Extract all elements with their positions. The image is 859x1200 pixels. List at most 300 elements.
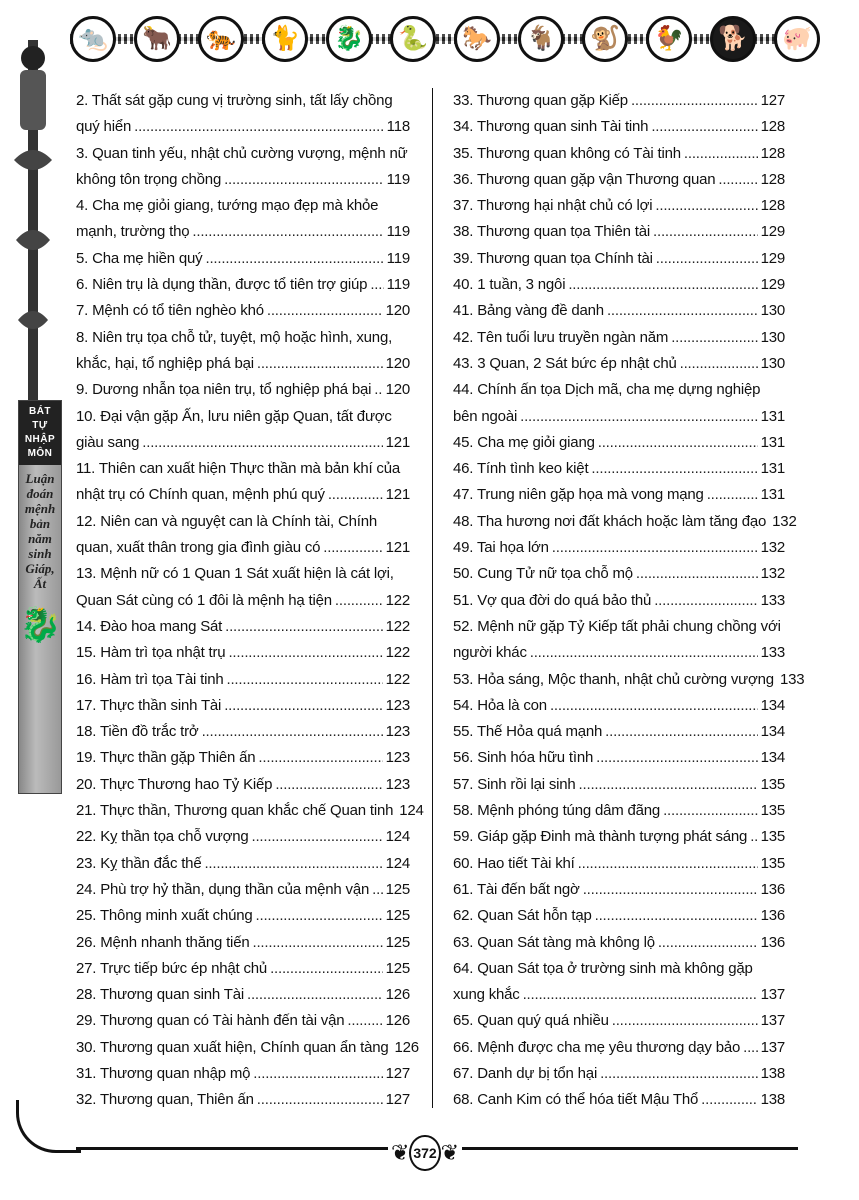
toc-entry-page: 124 bbox=[385, 828, 410, 846]
toc-entry-title: 54. Hỏa là con bbox=[453, 696, 547, 714]
zodiac-beads bbox=[70, 34, 820, 44]
toc-leader-dots bbox=[224, 693, 382, 719]
toc-entry bbox=[453, 88, 785, 114]
toc-entry-page: 119 bbox=[386, 223, 410, 241]
toc-entry-title: 63. Quan Sát tàng mà không lộ bbox=[453, 933, 655, 951]
toc-entry bbox=[453, 1087, 785, 1113]
toc-entry bbox=[76, 1087, 410, 1113]
toc-leader-dots bbox=[701, 1087, 757, 1113]
toc-entry bbox=[453, 456, 785, 482]
toc-entry bbox=[453, 114, 785, 140]
sidebar-subtitle bbox=[19, 465, 61, 591]
toc-leader-dots bbox=[224, 167, 384, 193]
toc-entry-page: 122 bbox=[385, 670, 410, 688]
sidebar-subtitle-line: sinh bbox=[28, 546, 52, 561]
toc-entry bbox=[453, 272, 785, 298]
toc-entry bbox=[453, 903, 785, 929]
toc-entry bbox=[453, 1061, 785, 1087]
toc-entry-title: 46. Tính tình keo kiệt bbox=[453, 460, 589, 478]
toc-entry bbox=[76, 193, 410, 219]
toc-entry-page: 135 bbox=[760, 828, 785, 846]
toc-leader-dots bbox=[374, 377, 382, 403]
toc-entry-title: 49. Tai họa lớn bbox=[453, 539, 549, 557]
toc-entry-title: 43. 3 Quan, 2 Sát bức ép nhật chủ bbox=[453, 354, 677, 372]
toc-entry-title: 15. Hàm trì tọa nhật trụ bbox=[76, 644, 226, 662]
sidebar-title-line: NHẬP bbox=[24, 434, 56, 445]
toc-entry-title: 25. Thông minh xuất chúng bbox=[76, 907, 253, 925]
toc-leader-dots bbox=[267, 298, 383, 324]
toc-entry bbox=[453, 693, 785, 719]
toc-entry bbox=[453, 930, 785, 956]
toc-entry-title: quý hiển bbox=[76, 118, 132, 136]
toc-entry-title: bên ngoài bbox=[453, 407, 518, 425]
toc-entry-title: 16. Hàm trì tọa Tài tinh bbox=[76, 670, 224, 688]
toc-entry-page: 135 bbox=[760, 854, 785, 872]
toc-leader-dots bbox=[142, 430, 382, 456]
toc-entry bbox=[453, 614, 785, 640]
toc-entry-page: 123 bbox=[385, 749, 410, 767]
toc-leader-dots bbox=[550, 693, 758, 719]
toc-entry-page: 119 bbox=[386, 170, 410, 188]
toc-entry-title: 62. Quan Sát hỗn tạp bbox=[453, 907, 592, 925]
toc-entry bbox=[453, 798, 785, 824]
toc-entry-title: 33. Thương quan gặp Kiếp bbox=[453, 92, 628, 109]
toc-entry-page: 131 bbox=[760, 486, 785, 504]
toc-entry-title: 23. Kỵ thần đắc thế bbox=[76, 854, 202, 872]
toc-leader-dots bbox=[631, 88, 758, 114]
toc-entry bbox=[453, 141, 785, 167]
toc-leader-dots bbox=[663, 798, 757, 824]
toc-entry-page: 134 bbox=[760, 696, 785, 714]
toc-entry-page: 130 bbox=[760, 328, 785, 346]
toc-leader-dots bbox=[568, 272, 757, 298]
toc-entry-title: 40. 1 tuần, 3 ngôi bbox=[453, 276, 566, 294]
toc-entry bbox=[76, 88, 410, 114]
toc-entry bbox=[76, 456, 410, 482]
toc-entry-page: 123 bbox=[385, 696, 410, 714]
toc-entry-page: 119 bbox=[386, 276, 410, 294]
toc-entry-page: 125 bbox=[385, 907, 410, 925]
toc-leader-dots bbox=[252, 930, 382, 956]
toc-entry-page: 120 bbox=[385, 302, 410, 320]
toc-entry bbox=[76, 167, 410, 193]
toc-leader-dots bbox=[134, 114, 384, 140]
toc-entry-title: 66. Mệnh được cha mẹ yêu thương dạy bảo bbox=[453, 1038, 741, 1056]
toc-leader-dots bbox=[671, 325, 757, 351]
toc-entry-title: 53. Hỏa sáng, Mộc thanh, nhật chủ cường vượng bbox=[453, 670, 774, 688]
toc-entry-page: 128 bbox=[760, 144, 785, 162]
toc-entry-page: 134 bbox=[760, 723, 785, 741]
toc-entry bbox=[76, 877, 410, 903]
toc-entry-page: 136 bbox=[760, 933, 785, 951]
toc-leader-dots bbox=[523, 982, 758, 1008]
toc-entry bbox=[76, 272, 410, 298]
toc-entry bbox=[76, 1008, 410, 1034]
toc-entry-page: 127 bbox=[385, 1064, 410, 1082]
toc-entry-title: 36. Thương quan gặp vận Thương quan bbox=[453, 170, 716, 188]
toc-entry-page: 120 bbox=[385, 354, 410, 372]
toc-entry bbox=[453, 509, 797, 535]
toc-entry-page: 128 bbox=[760, 197, 785, 215]
toc-entry-title: 12. Niên can và nguyệt can là Chính tài, Chính bbox=[76, 512, 377, 530]
toc-entry-title: 29. Thương quan có Tài hành đến tài vận bbox=[76, 1012, 345, 1030]
toc-entry-title: 44. Chính ấn tọa Dịch mã, cha mẹ dựng nghiệp bbox=[453, 381, 761, 399]
toc-entry-page: 128 bbox=[760, 170, 785, 188]
toc-leader-dots bbox=[653, 219, 758, 245]
toc-leader-dots bbox=[202, 719, 383, 745]
toc-entry bbox=[76, 219, 410, 245]
toc-leader-dots bbox=[335, 588, 383, 614]
toc-column-right bbox=[453, 88, 805, 1114]
toc-entry-page: 132 bbox=[760, 539, 785, 557]
toc-leader-dots bbox=[257, 1087, 383, 1113]
toc-entry-title: 38. Thương quan tọa Thiên tài bbox=[453, 223, 651, 241]
toc-entry bbox=[76, 1035, 419, 1061]
toc-entry bbox=[453, 982, 785, 1008]
toc-entry-title: 37. Thương hại nhật chủ có lợi bbox=[453, 197, 653, 215]
toc-entry bbox=[453, 640, 785, 666]
toc-entry-title: 31. Thương quan nhập mộ bbox=[76, 1064, 251, 1082]
toc-entry bbox=[76, 588, 410, 614]
toc-leader-dots bbox=[707, 482, 758, 508]
monkey-icon: 🐒 bbox=[582, 16, 628, 62]
toc-entry-page: 122 bbox=[385, 591, 410, 609]
toc-leader-dots bbox=[228, 640, 382, 666]
toc-entry bbox=[76, 693, 410, 719]
toc-entry-title: 56. Sinh hóa hữu tình bbox=[453, 749, 594, 767]
toc-leader-dots bbox=[636, 561, 758, 587]
toc-entry-page: 125 bbox=[385, 933, 410, 951]
toc-entry-page: 137 bbox=[760, 1012, 785, 1030]
toc-entry bbox=[453, 877, 785, 903]
toc-entry bbox=[453, 482, 785, 508]
toc-entry-title: 10. Đại vận gặp Ấn, lưu niên gặp Quan, tất được bbox=[76, 407, 392, 425]
toc-entry-title: 9. Dương nhẫn tọa niên trụ, tổ nghiệp phá bại bbox=[76, 381, 372, 399]
sidebar-subtitle-line: đoán bbox=[26, 486, 54, 501]
toc-leader-dots bbox=[252, 824, 383, 850]
toc-entry bbox=[453, 167, 785, 193]
toc-entry-title: người khác bbox=[453, 644, 527, 662]
toc-leader-dots bbox=[328, 482, 383, 508]
toc-entry-page: 129 bbox=[760, 276, 785, 294]
footer-corner-ornament bbox=[16, 1100, 81, 1153]
toc-entry-title: 34. Thương quan sinh Tài tinh bbox=[453, 118, 649, 136]
toc-entry bbox=[76, 404, 410, 430]
toc-leader-dots bbox=[520, 404, 757, 430]
sidebar-title-line: BÁT bbox=[28, 406, 52, 417]
toc-entry bbox=[76, 903, 410, 929]
toc-entry-title: 41. Bảng vàng đề danh bbox=[453, 302, 604, 320]
toc-entry bbox=[453, 588, 785, 614]
toc-entry-title: 22. Kỵ thần tọa chỗ vượng bbox=[76, 828, 249, 846]
toc-entry-page: 126 bbox=[385, 986, 410, 1004]
cloud-ornament-icon: ❦ bbox=[440, 1140, 459, 1165]
toc-entry bbox=[76, 114, 410, 140]
toc-entry bbox=[76, 430, 410, 456]
toc-entry bbox=[453, 377, 785, 403]
toc-entry-page: 122 bbox=[385, 617, 410, 635]
toc-entry-page: 131 bbox=[760, 433, 785, 451]
sidebar-subtitle-line: mệnh bbox=[24, 501, 56, 516]
toc-leader-dots bbox=[225, 614, 382, 640]
toc-entry-title: 48. Tha hương nơi đất khách hoặc làm tăng đạo bbox=[453, 512, 767, 530]
toc-column-left bbox=[76, 88, 424, 1114]
toc-entry bbox=[453, 745, 785, 771]
toc-entry bbox=[453, 193, 785, 219]
toc-entry bbox=[76, 141, 410, 167]
toc-entry-title: 59. Giáp gặp Đinh mà thành tượng phát sáng bbox=[453, 828, 748, 846]
toc-entry-title: 58. Mệnh phóng túng dâm đãng bbox=[453, 802, 661, 820]
toc-leader-dots bbox=[605, 719, 757, 745]
toc-entry-page: 129 bbox=[760, 223, 785, 241]
toc-entry-title: nhật trụ có Chính quan, mệnh phú quý bbox=[76, 486, 325, 504]
zodiac-header bbox=[70, 8, 820, 70]
toc-entry-title: 60. Hao tiết Tài khí bbox=[453, 854, 575, 872]
toc-entry bbox=[453, 1008, 785, 1034]
toc-entry-page: 123 bbox=[385, 775, 410, 793]
toc-entry-page: 136 bbox=[760, 880, 785, 898]
toc-entry-title: 5. Cha mẹ hiền quý bbox=[76, 249, 203, 267]
toc-entry-title: 2. Thất sát gặp cung vị trường sinh, tất lấy chồng bbox=[76, 92, 393, 109]
toc-entry bbox=[453, 535, 785, 561]
toc-leader-dots bbox=[595, 903, 758, 929]
toc-entry-title: 39. Thương quan tọa Chính tài bbox=[453, 249, 653, 267]
toc-leader-dots bbox=[578, 851, 758, 877]
toc-entry bbox=[453, 430, 785, 456]
toc-entry-page: 134 bbox=[760, 749, 785, 767]
toc-entry bbox=[76, 298, 410, 324]
dog-icon: 🐕 bbox=[710, 16, 756, 62]
toc-entry-title: 14. Đào hoa mang Sát bbox=[76, 617, 223, 635]
toc-entry-page: 126 bbox=[385, 1012, 410, 1030]
page-number-badge bbox=[391, 1135, 459, 1171]
toc-entry-title: 13. Mệnh nữ có 1 Quan 1 Sát xuất hiện là cát lợi, bbox=[76, 565, 394, 583]
toc-entry bbox=[453, 667, 805, 693]
toc-entry bbox=[76, 377, 410, 403]
toc-entry bbox=[76, 246, 410, 272]
toc-entry-page: 122 bbox=[385, 644, 410, 662]
toc-leader-dots bbox=[655, 193, 757, 219]
toc-leader-dots bbox=[651, 114, 757, 140]
dragon-icon: 🐉 bbox=[326, 16, 372, 62]
toc-entry-title: 17. Thực thần sinh Tài bbox=[76, 696, 222, 714]
toc-entry-title: 20. Thực Thương hao Tỷ Kiếp bbox=[76, 775, 273, 793]
toc-entry-title: 50. Cung Tử nữ tọa chỗ mộ bbox=[453, 565, 633, 583]
toc-entry-title: 65. Quan quý quá nhiều bbox=[453, 1012, 609, 1030]
toc-entry bbox=[76, 798, 424, 824]
toc-entry-title: 55. Thế Hỏa quá mạnh bbox=[453, 723, 603, 741]
toc-entry bbox=[76, 930, 410, 956]
toc-entry bbox=[76, 772, 410, 798]
toc-entry-page: 135 bbox=[760, 775, 785, 793]
toc-entry-title: 11. Thiên can xuất hiện Thực thần mà bản khí của bbox=[76, 460, 400, 478]
sidebar-book-title bbox=[19, 401, 61, 465]
toc-entry bbox=[76, 719, 410, 745]
toc-entry bbox=[76, 956, 410, 982]
toc-entry bbox=[453, 219, 785, 245]
toc-entry bbox=[76, 482, 410, 508]
toc-entry bbox=[453, 351, 785, 377]
toc-entry-page: 127 bbox=[385, 1091, 410, 1109]
toc-entry-title: quan, xuất thân trong gia đình giàu có bbox=[76, 539, 321, 557]
toc-entry bbox=[453, 1035, 785, 1061]
toc-entry-title: 45. Cha mẹ giỏi giang bbox=[453, 433, 595, 451]
toc-entry-title: 68. Canh Kim có thể hóa tiết Mậu Thổ bbox=[453, 1091, 699, 1109]
toc-leader-dots bbox=[372, 877, 382, 903]
toc-entry-page: 137 bbox=[760, 1038, 785, 1056]
toc-entry bbox=[76, 1061, 410, 1087]
footer-rule-right bbox=[462, 1147, 798, 1150]
toc-entry bbox=[76, 824, 410, 850]
sidebar-subtitle-line: năm bbox=[28, 531, 52, 546]
toc-entry bbox=[76, 640, 410, 666]
toc-leader-dots bbox=[253, 1061, 382, 1087]
toc-entry-title: 26. Mệnh nhanh thăng tiến bbox=[76, 933, 250, 951]
toc-leader-dots bbox=[598, 430, 758, 456]
toc-entry-page: 130 bbox=[760, 302, 785, 320]
toc-leader-dots bbox=[258, 745, 382, 771]
toc-entry-title: 35. Thương quan không có Tài tinh bbox=[453, 144, 681, 162]
toc-entry-page: 121 bbox=[385, 486, 410, 504]
ox-icon: 🐂 bbox=[134, 16, 180, 62]
toc-leader-dots bbox=[204, 851, 382, 877]
toc-leader-dots bbox=[257, 351, 383, 377]
toc-leader-dots bbox=[607, 298, 758, 324]
sidebar-subtitle-line: Giáp, bbox=[25, 561, 55, 576]
toc-entry-title: 47. Trung niên gặp họa mà vong mạng bbox=[453, 486, 704, 504]
rooster-icon: 🐓 bbox=[646, 16, 692, 62]
toc-leader-dots bbox=[600, 1061, 757, 1087]
toc-entry-title: 6. Niên trụ là dụng thần, được tổ tiên trợ giúp bbox=[76, 276, 368, 294]
toc-entry-page: 124 bbox=[399, 802, 424, 820]
toc-entry bbox=[453, 246, 785, 272]
toc-entry bbox=[453, 404, 785, 430]
toc-leader-dots bbox=[579, 772, 758, 798]
page-number: 372 bbox=[409, 1135, 440, 1171]
toc-entry bbox=[76, 561, 410, 587]
toc-leader-dots bbox=[750, 824, 757, 850]
pig-icon: 🐖 bbox=[774, 16, 820, 62]
toc-entry-title: 18. Tiền đồ trắc trở bbox=[76, 723, 199, 741]
toc-leader-dots bbox=[256, 903, 383, 929]
toc-entry-page: 133 bbox=[779, 670, 805, 688]
toc-entry bbox=[453, 824, 785, 850]
toc-leader-dots bbox=[275, 772, 382, 798]
toc-leader-dots bbox=[205, 246, 383, 272]
snake-icon: 🐍 bbox=[390, 16, 436, 62]
toc-entry bbox=[453, 298, 785, 324]
toc-leader-dots bbox=[684, 141, 758, 167]
toc-entry-page: 131 bbox=[760, 460, 785, 478]
toc-entry bbox=[76, 745, 410, 771]
toc-entry-title: 32. Thương quan, Thiên ấn bbox=[76, 1091, 254, 1109]
toc-leader-dots bbox=[270, 956, 383, 982]
sidebar-subtitle-line: Ất bbox=[33, 576, 47, 591]
toc-entry-title: 57. Sinh rồi lại sinh bbox=[453, 775, 576, 793]
toc-entry-title: mạnh, trường thọ bbox=[76, 223, 190, 241]
toc-entry-title: 52. Mệnh nữ gặp Tỷ Kiếp tất phải chung chồng với bbox=[453, 617, 781, 635]
scroll-rod-ornament bbox=[10, 40, 56, 400]
toc-entry bbox=[76, 509, 410, 535]
toc-entry-title: 27. Trực tiếp bức ép nhật chủ bbox=[76, 959, 268, 977]
toc-entry bbox=[76, 851, 410, 877]
toc-leader-dots bbox=[612, 1008, 758, 1034]
toc-entry-title: 19. Thực thần gặp Thiên ấn bbox=[76, 749, 256, 767]
toc-entry-title: giàu sang bbox=[76, 433, 140, 451]
sidebar-subtitle-line: Luận bbox=[25, 471, 55, 486]
toc-entry-page: 118 bbox=[386, 118, 410, 136]
toc-entry-title: 42. Tên tuổi lưu truyền ngàn năm bbox=[453, 328, 669, 346]
sidebar-title-bar bbox=[18, 400, 62, 794]
toc-leader-dots bbox=[654, 588, 757, 614]
toc-entry-page: 131 bbox=[760, 407, 785, 425]
toc-entry bbox=[453, 719, 785, 745]
footer-rule-left bbox=[76, 1147, 388, 1150]
toc-entry-title: khắc, hại, tổ nghiệp phá bại bbox=[76, 354, 254, 372]
column-divider bbox=[432, 88, 433, 1108]
cat-icon: 🐈 bbox=[262, 16, 308, 62]
toc-entry-page: 121 bbox=[385, 433, 410, 451]
toc-entry bbox=[76, 535, 410, 561]
toc-entry-page: 121 bbox=[385, 539, 410, 557]
toc-leader-dots bbox=[680, 351, 758, 377]
toc-entry-page: 138 bbox=[760, 1064, 785, 1082]
toc-leader-dots bbox=[323, 535, 382, 561]
toc-entry bbox=[453, 772, 785, 798]
toc-entry-page: 136 bbox=[760, 907, 785, 925]
toc-entry-page: 119 bbox=[386, 249, 410, 267]
toc-entry-title: 30. Thương quan xuất hiện, Chính quan ẩn tàng bbox=[76, 1038, 389, 1056]
toc-entry bbox=[76, 325, 410, 351]
toc-leader-dots bbox=[347, 1008, 382, 1034]
toc-leader-dots bbox=[658, 930, 758, 956]
toc-leader-dots bbox=[370, 272, 383, 298]
toc-entry-page: 123 bbox=[385, 723, 410, 741]
toc-entry-title: 28. Thương quan sinh Tài bbox=[76, 986, 244, 1004]
toc-entry-title: 3. Quan tinh yếu, nhật chủ cường vượng, mệnh nữ bbox=[76, 144, 408, 162]
toc-entry bbox=[453, 325, 785, 351]
toc-entry-page: 137 bbox=[760, 986, 785, 1004]
toc-entry-title: 7. Mệnh có tổ tiên nghèo khó bbox=[76, 302, 264, 320]
toc-leader-dots bbox=[591, 456, 757, 482]
toc-entry-title: xung khắc bbox=[453, 986, 520, 1004]
toc-entry-page: 120 bbox=[385, 381, 410, 399]
toc-entry-title: 21. Thực thần, Thương quan khắc chế Quan tinh bbox=[76, 802, 394, 820]
toc-entry-title: 4. Cha mẹ giỏi giang, tướng mạo đẹp mà khỏe bbox=[76, 197, 379, 215]
toc-entry-title: Quan Sát cùng có 1 đôi là mệnh hạ tiện bbox=[76, 591, 332, 609]
toc-entry-page: 127 bbox=[760, 92, 785, 109]
toc-entry-page: 132 bbox=[772, 512, 797, 530]
toc-entry-page: 125 bbox=[385, 959, 410, 977]
cloud-ornament-icon: ❦ bbox=[391, 1140, 410, 1165]
toc-leader-dots bbox=[192, 219, 383, 245]
toc-leader-dots bbox=[583, 877, 758, 903]
toc-leader-dots bbox=[718, 167, 757, 193]
toc-entry-title: không tôn trọng chồng bbox=[76, 170, 222, 188]
toc-entry bbox=[76, 982, 410, 1008]
toc-leader-dots bbox=[656, 246, 758, 272]
toc-entry-page: 130 bbox=[760, 354, 785, 372]
toc-entry-page: 138 bbox=[760, 1091, 785, 1109]
toc-leader-dots bbox=[227, 667, 383, 693]
toc-leader-dots bbox=[596, 745, 757, 771]
toc-leader-dots bbox=[247, 982, 383, 1008]
toc-entry bbox=[76, 614, 410, 640]
toc-entry-page: 128 bbox=[760, 118, 785, 136]
toc-entry-title: 67. Danh dự bị tổn hại bbox=[453, 1064, 598, 1082]
rat-icon: 🐀 bbox=[70, 16, 116, 62]
toc-entry bbox=[453, 851, 785, 877]
